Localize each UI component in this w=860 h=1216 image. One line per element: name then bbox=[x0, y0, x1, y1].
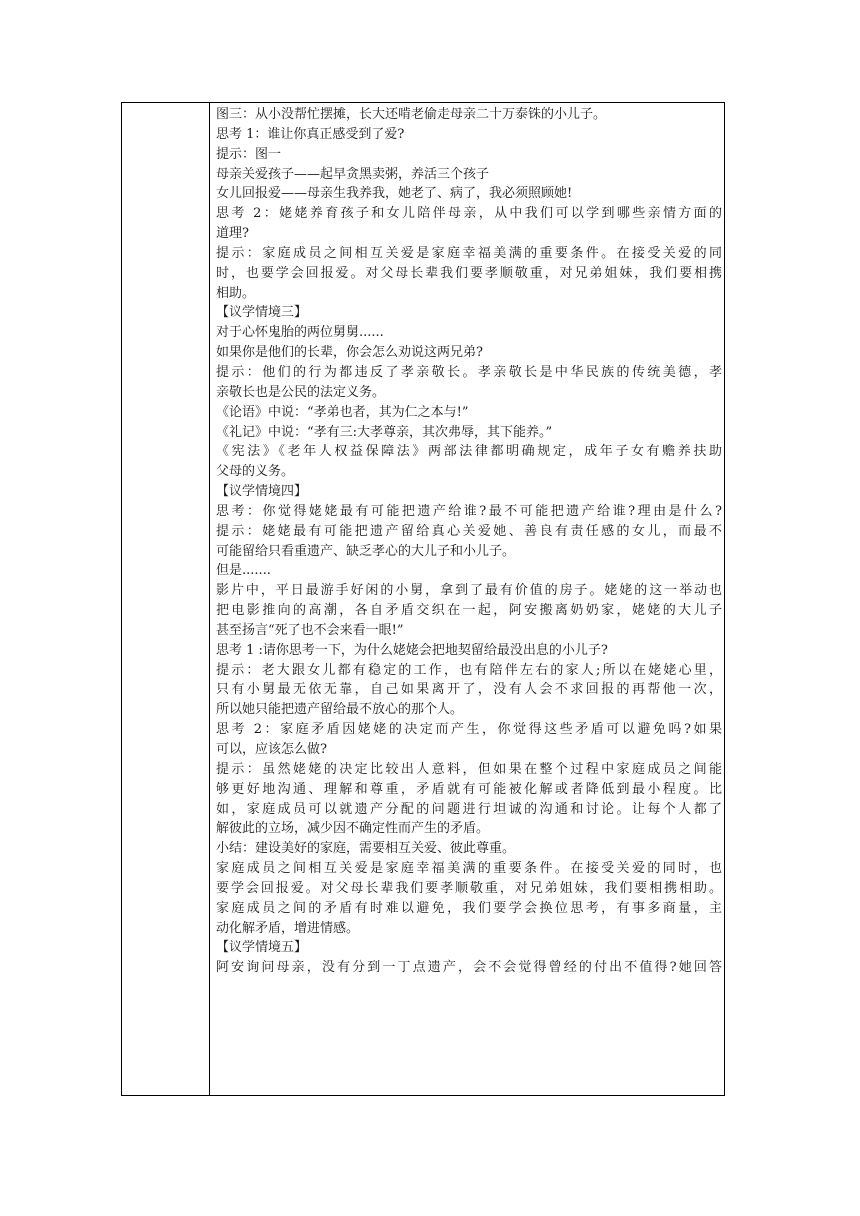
text-line: 思考 2：家庭矛盾因姥姥的决定而产生，你觉得这些矛盾可以避免吗?如果 bbox=[216, 722, 722, 738]
text-line: 可能留给只看重遗产、缺乏孝心的大儿子和小儿子。 bbox=[216, 543, 516, 559]
text-line: 提示：姥姥最有可能把遗产留给真心关爱她、善良有责任感的女儿，而最不 bbox=[216, 523, 722, 539]
text-line: 思考：你觉得姥姥最有可能把遗产给谁?最不可能把遗产给谁?理由是什么? bbox=[216, 503, 722, 519]
text-line: 阿安询问母亲，没有分到一丁点遗产，会不会觉得曾经的付出不值得?她回答 bbox=[216, 960, 722, 976]
text-line: 但是....... bbox=[216, 563, 271, 579]
text-line: 如果你是他们的长辈，你会怎么劝说这两兄弟? bbox=[216, 345, 483, 361]
text-line: 【议学情境四】 bbox=[216, 484, 308, 500]
text-line: 思考 1 :请你思考一下，为什么姥姥会把地契留给最没出息的小儿子? bbox=[216, 642, 608, 658]
text-line: 可以，应该怎么做? bbox=[216, 742, 327, 757]
lesson-content-cell bbox=[216, 105, 722, 978]
text-line: 《论语》中说：“孝弟也者，其为仁之本与!” bbox=[216, 404, 469, 420]
text-line: 父母的义务。 bbox=[216, 464, 295, 480]
text-line: 《宪法》《老年人权益保障法》两部法律都明确规定，成年子女有赡养扶助 bbox=[216, 444, 722, 460]
text-line: 【议学情境三】 bbox=[216, 305, 308, 321]
text-line: 亲敬长也是公民的法定义务。 bbox=[216, 384, 386, 400]
text-line: 道理? bbox=[216, 226, 249, 242]
text-line: 甚至扬言“死了也不会来看一眼!” bbox=[216, 622, 404, 638]
text-line: 动化解矛盾，增进情感。 bbox=[216, 920, 360, 936]
text-line: 够更好地沟通、理解和尊重，矛盾就有可能被化解或者降低到最小程度。比 bbox=[216, 781, 722, 797]
text-line: 如，家庭成员可以就遗产分配的问题进行坦诚的沟通和讨论。让每个人都了 bbox=[216, 801, 722, 817]
column-divider bbox=[209, 103, 210, 1095]
text-line: 家庭成员之间相互关爱是家庭幸福美满的重要条件。在接受关爱的同时，也 bbox=[216, 861, 722, 877]
text-line: 解彼此的立场，减少因不确定性而产生的矛盾。 bbox=[216, 821, 490, 837]
text-line: 影片中，平日最游手好闲的小舅，拿到了最有价值的房子。姥姥的这一举动也 bbox=[216, 583, 722, 599]
text-line: 家庭成员之间的矛盾有时难以避免，我们要学会换位思考，有事多商量，主 bbox=[216, 900, 722, 916]
lesson-table bbox=[121, 102, 725, 1096]
text-line: 思考 2：姥姥养育孩子和女儿陪伴母亲，从中我们可以学到哪些亲情方面的 bbox=[216, 206, 722, 222]
text-line: 相助。 bbox=[216, 285, 256, 301]
text-line: 要学会回报爱。对父母长辈我们要孝顺敬重，对兄弟姐妹，我们要相携相助。 bbox=[216, 880, 722, 896]
text-line: 提示：家庭成员之间相互关爱是家庭幸福美满的重要条件。在接受关爱的同 bbox=[216, 245, 722, 261]
text-line: 对于心怀鬼胎的两位舅舅...... bbox=[216, 325, 384, 341]
text-line: 提示：虽然姥姥的决定比较出人意料，但如果在整个过程中家庭成员之间能 bbox=[216, 761, 722, 777]
text-line: 【议学情境五】 bbox=[216, 940, 308, 956]
text-line: 提示：图一 bbox=[216, 146, 282, 162]
text-line: 时，也要学会回报爱。对父母长辈我们要孝顺敬重，对兄弟姐妹，我们要相携 bbox=[216, 265, 722, 281]
text-line: 小结：建设美好的家庭，需要相互关爱、彼此尊重。 bbox=[216, 841, 516, 857]
text-line: 只有小舅最无依无靠，自己如果离开了，没有人会不求回报的再帮他一次， bbox=[216, 682, 722, 698]
text-line: 思考 1：谁让你真正感受到了爱? bbox=[216, 126, 405, 142]
text-line: 《礼记》中说：“孝有三:大孝尊亲，其次弗辱，其下能养。” bbox=[216, 424, 553, 440]
text-line: 女儿回报爱——母亲生我养我，她老了、病了，我必须照顾她! bbox=[216, 186, 573, 202]
text-line: 把电影推向的高潮，各自矛盾交织在一起，阿安搬离奶奶家，姥姥的大儿子 bbox=[216, 603, 722, 619]
text-line: 提示：老大跟女儿都有稳定的工作，也有陪伴左右的家人;所以在姥姥心里， bbox=[216, 662, 722, 678]
text-line: 提示：他们的行为都违反了孝亲敬长。孝亲敬长是中华民族的传统美德，孝 bbox=[216, 364, 722, 380]
text-line: 母亲关爱孩子——起早贪黑卖粥，养活三个孩子 bbox=[216, 166, 490, 182]
text-line: 图三：从小没帮忙摆摊，长大还啃老偷走母亲二十万泰铢的小儿子。 bbox=[216, 107, 607, 122]
text-line: 所以她只能把遗产留给最不放心的那个人。 bbox=[216, 702, 464, 718]
